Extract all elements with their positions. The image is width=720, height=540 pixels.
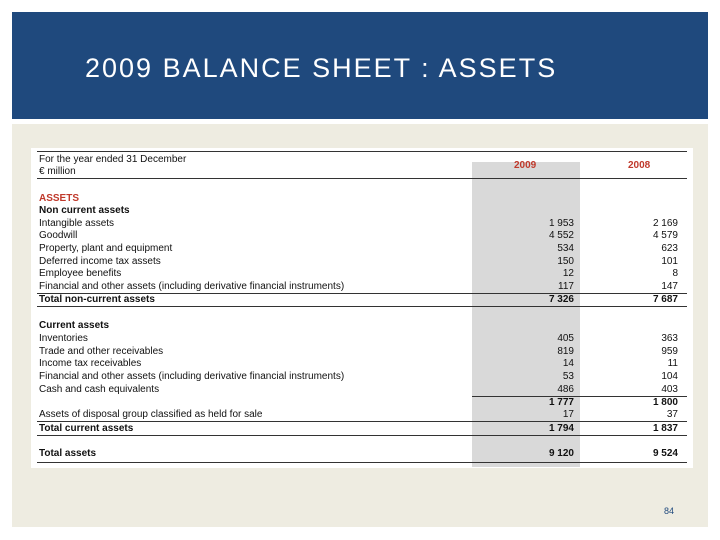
row-label: Trade and other receivables bbox=[39, 346, 164, 357]
value-2009: 17 bbox=[562, 409, 574, 420]
value-2009: 819 bbox=[557, 346, 574, 357]
page-number: 84 bbox=[664, 506, 675, 516]
value-2008: 4 579 bbox=[652, 230, 678, 241]
value-2009: 53 bbox=[562, 371, 574, 382]
currency-unit: € million bbox=[39, 166, 76, 177]
header-rule bbox=[37, 178, 687, 179]
value-2009: 9 120 bbox=[548, 448, 574, 459]
value-2008: 104 bbox=[661, 371, 678, 382]
value-2009: 486 bbox=[557, 384, 574, 395]
row-label: Inventories bbox=[39, 333, 88, 344]
row-label: Employee benefits bbox=[39, 268, 122, 279]
column-header-2009: 2009 bbox=[514, 160, 537, 171]
table-caption: For the year ended 31 December bbox=[39, 154, 187, 165]
top-rule bbox=[37, 151, 687, 152]
value-2009: 150 bbox=[557, 256, 574, 267]
value-2009: 405 bbox=[557, 333, 574, 344]
row-label: Intangible assets bbox=[39, 218, 115, 229]
bottom-rule bbox=[37, 462, 687, 463]
row-label: Total current assets bbox=[39, 423, 134, 434]
value-2008: 363 bbox=[661, 333, 678, 344]
section-title-assets: ASSETS bbox=[39, 193, 80, 204]
value-2009: 12 bbox=[562, 268, 574, 279]
value-2009: 534 bbox=[557, 243, 574, 254]
value-2009: 1 953 bbox=[548, 218, 574, 229]
total-rule bbox=[37, 435, 687, 436]
column-header-2008: 2008 bbox=[628, 160, 651, 171]
value-2008: 11 bbox=[667, 358, 678, 369]
row-label: Assets of disposal group classified as held for sale bbox=[39, 409, 263, 420]
value-2008: 1 837 bbox=[652, 423, 678, 434]
value-2008: 2 169 bbox=[652, 218, 678, 229]
row-label: Deferred income tax assets bbox=[39, 256, 161, 267]
row-label: Cash and cash equivalents bbox=[39, 384, 160, 395]
value-2008: 9 524 bbox=[652, 448, 678, 459]
value-2008: 8 bbox=[672, 268, 678, 279]
row-label: Goodwill bbox=[39, 230, 78, 241]
row-label: Income tax receivables bbox=[39, 358, 142, 369]
value-2008: 1 800 bbox=[652, 397, 678, 408]
value-2009: 7 326 bbox=[548, 294, 574, 305]
total-rule bbox=[37, 306, 687, 307]
value-2008: 37 bbox=[666, 409, 678, 420]
value-2008: 147 bbox=[661, 281, 678, 292]
value-2008: 623 bbox=[661, 243, 678, 254]
row-label: Property, plant and equipment bbox=[39, 243, 173, 254]
value-2008: 7 687 bbox=[652, 294, 678, 305]
value-2009: 1 794 bbox=[548, 423, 574, 434]
current-heading: Current assets bbox=[39, 320, 110, 331]
value-2009: 4 552 bbox=[548, 230, 574, 241]
row-label: Financial and other assets (including derivative financial instruments) bbox=[39, 281, 345, 292]
noncurrent-heading: Non current assets bbox=[39, 205, 130, 216]
value-2009: 14 bbox=[562, 358, 574, 369]
subtotal-rule bbox=[37, 421, 687, 422]
row-label: Total assets bbox=[39, 448, 97, 459]
row-label: Total non-current assets bbox=[39, 294, 155, 305]
slide-title: 2009 BALANCE SHEET : ASSETS bbox=[85, 53, 558, 83]
value-2008: 101 bbox=[661, 256, 678, 267]
value-2008: 959 bbox=[661, 346, 678, 357]
value-2009: 117 bbox=[558, 281, 574, 292]
value-2009: 1 777 bbox=[548, 397, 574, 408]
row-label: Financial and other assets (including derivative financial instruments) bbox=[39, 371, 345, 382]
value-2008: 403 bbox=[661, 384, 678, 395]
